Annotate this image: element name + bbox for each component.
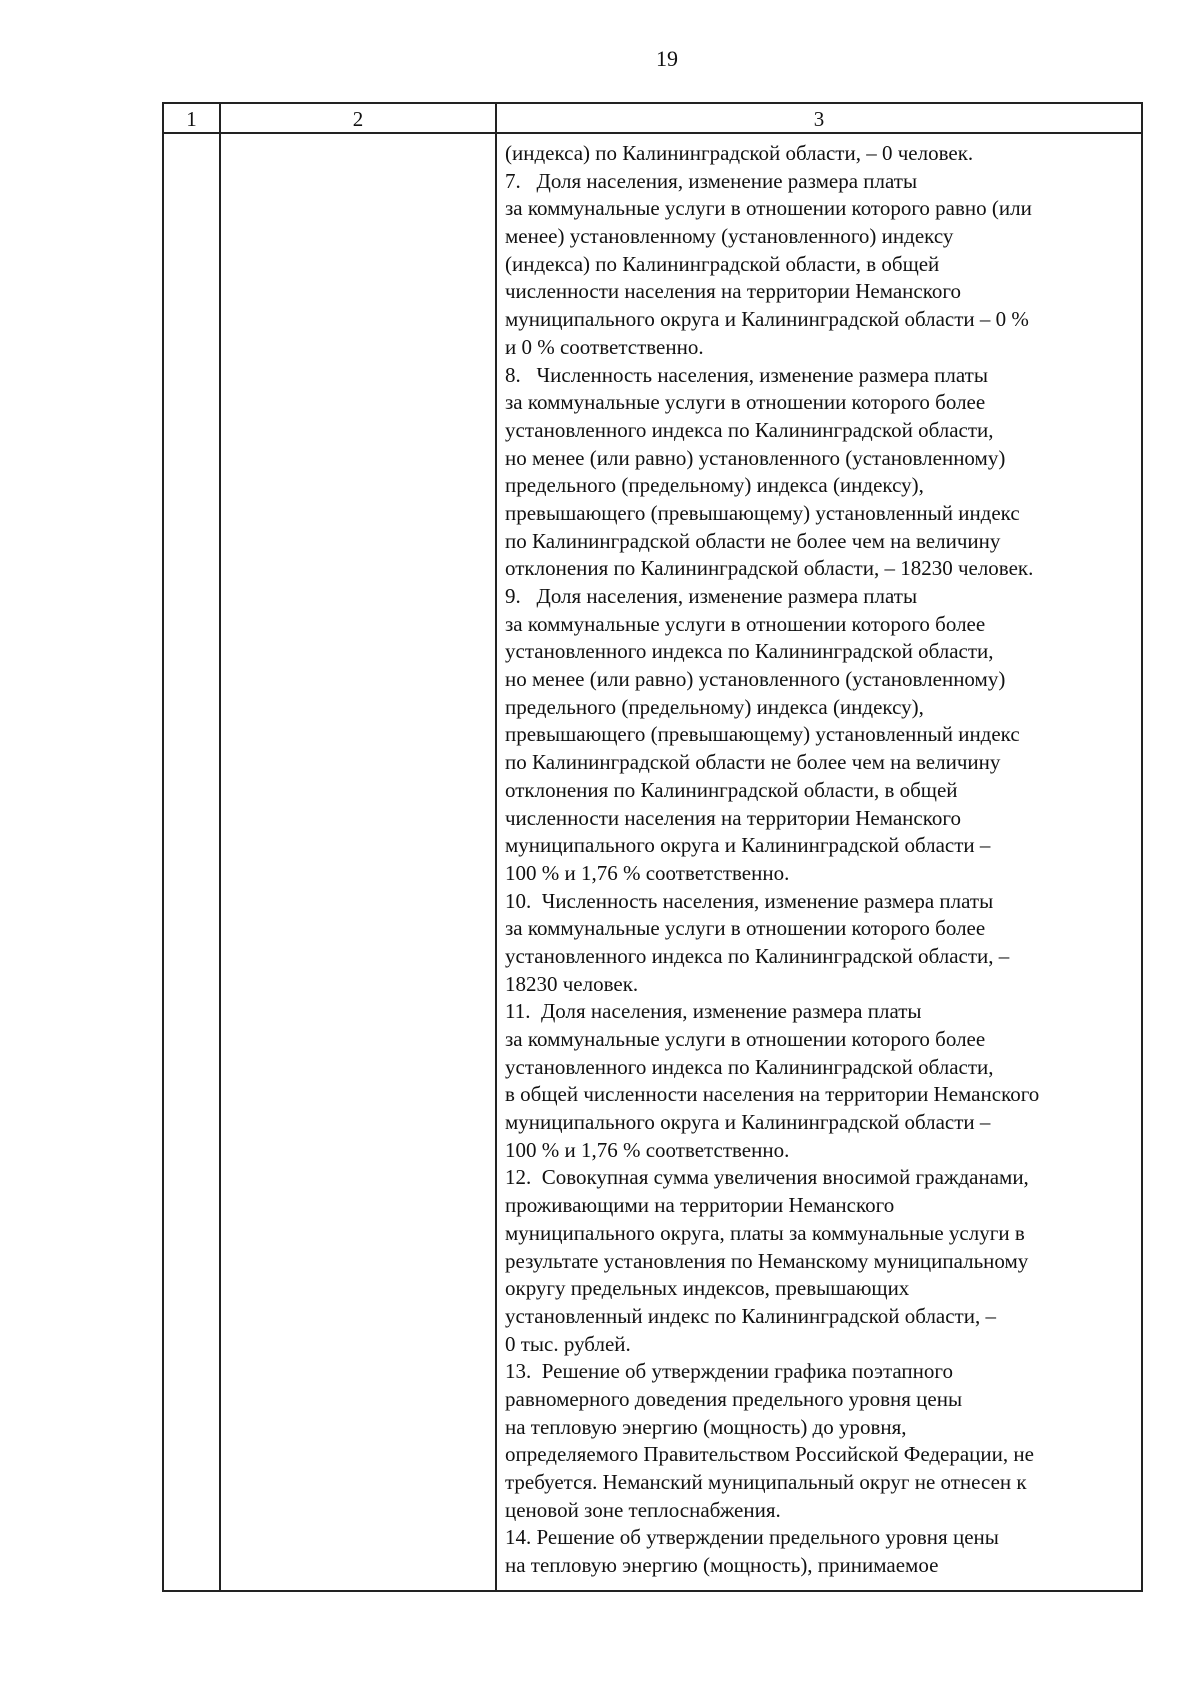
- text-line: 8. Численность населения, изменение размера платы: [505, 362, 988, 387]
- text-line: установленный индекс по Калининградской области, –: [505, 1303, 996, 1328]
- text-line: установленного индекса по Калининградской области,: [505, 417, 994, 442]
- text-line: по Калининградской области не более чем на величину: [505, 750, 1001, 775]
- page-number: 19: [656, 46, 678, 71]
- text-line: 0 тыс. рублей.: [505, 1331, 631, 1356]
- text-line: но менее (или равно) установленного (установленному): [505, 667, 1006, 692]
- text-line: установленного индекса по Калининградской области,: [505, 639, 994, 664]
- text-line: за коммунальные услуги в отношении которого более: [505, 916, 986, 941]
- text-line: результате установления по Неманскому муниципальному: [505, 1248, 1029, 1273]
- text-line: установленного индекса по Калининградской области, –: [505, 943, 1010, 968]
- column-header-1: 1: [163, 103, 220, 133]
- text-line: установленного индекса по Калининградской области,: [505, 1054, 994, 1079]
- text-line: и 0 % соответственно.: [505, 334, 704, 359]
- text-line: 7. Доля населения, изменение размера платы: [505, 168, 918, 193]
- text-line: менее) установленному (установленного) индексу: [505, 224, 954, 249]
- text-line: муниципального округа, платы за коммунальные услуги в: [505, 1220, 1025, 1245]
- text-line: 13. Решение об утверждении графика поэтапного: [505, 1359, 954, 1384]
- text-line: на тепловую энергию (мощность), принимаемое: [505, 1553, 939, 1578]
- text-line: требуется. Неманский муниципальный округ не отнесен к: [505, 1470, 1027, 1494]
- text-line: 100 % и 1,76 % соответственно.: [505, 860, 790, 885]
- table-header-row: [163, 103, 1142, 133]
- text-line: определяемого Правительством Российской Федерации, не: [505, 1442, 1034, 1467]
- text-line: 100 % и 1,76 % соответственно.: [505, 1137, 790, 1162]
- text-line: за коммунальные услуги в отношении которого более: [505, 390, 986, 415]
- text-line: на тепловую энергию (мощность) до уровня,: [505, 1414, 907, 1439]
- text-line: в общей численности населения на территории Неманского: [505, 1082, 1040, 1107]
- text-line: но менее (или равно) установленного (установленному): [505, 445, 1006, 470]
- column-header-3: 3: [496, 103, 1142, 133]
- text-line: 14. Решение об утверждении предельного уровня цены: [505, 1525, 999, 1550]
- text-line: за коммунальные услуги в отношении которого более: [505, 611, 986, 636]
- column-3-cell: [496, 133, 1142, 1591]
- text-line: превышающего (превышающему) установленный индекс: [505, 722, 1020, 747]
- text-line: за коммунальные услуги в отношении которого равно (или: [505, 196, 1032, 221]
- column-2-cell: [220, 133, 496, 1591]
- text-line: ценовой зоне теплоснабжения.: [505, 1497, 781, 1522]
- column-1-cell: [163, 133, 220, 1591]
- text-line: численности населения на территории Неманского: [505, 279, 961, 304]
- text-line: округу предельных индексов, превышающих: [505, 1276, 910, 1301]
- document-table: [162, 102, 1143, 1592]
- text-line: (индекса) по Калининградской области, – 0 человек.: [505, 141, 974, 165]
- text-line: муниципального округа и Калининградской области –: [505, 833, 991, 858]
- text-line: превышающего (превышающему) установленный индекс: [505, 500, 1020, 525]
- text-line: муниципального округа и Калининградской области – 0 %: [505, 307, 1029, 332]
- text-line: муниципального округа и Калининградской области –: [505, 1110, 991, 1135]
- text-line: 10. Численность населения, изменение размера платы: [505, 888, 994, 913]
- text-line: численности населения на территории Неманского: [505, 805, 961, 830]
- column-header-2: 2: [220, 103, 496, 133]
- text-line: равномерного доведения предельного уровня цены: [505, 1386, 963, 1411]
- text-line: предельного (предельному) индекса (индексу),: [505, 473, 924, 498]
- text-line: за коммунальные услуги в отношении которого более: [505, 1027, 986, 1051]
- text-line: (индекса) по Калининградской области, в общей: [505, 251, 940, 276]
- text-line: по Калининградской области не более чем на величину: [505, 528, 1001, 553]
- text-line: 18230 человек.: [505, 971, 639, 996]
- text-line: 12. Совокупная сумма увеличения вносимой гражданами,: [505, 1165, 1029, 1190]
- text-line: 11. Доля населения, изменение размера платы: [505, 999, 922, 1024]
- text-line: отклонения по Калининградской области, в общей: [505, 777, 958, 802]
- table-row: [163, 133, 1142, 1591]
- text-line: отклонения по Калининградской области, – 18230 человек.: [505, 556, 1034, 581]
- text-line: предельного (предельному) индекса (индексу),: [505, 694, 924, 719]
- text-line: проживающими на территории Неманского: [505, 1193, 895, 1218]
- column-3-text: [505, 140, 1137, 1580]
- text-line: 9. Доля населения, изменение размера платы: [505, 584, 918, 608]
